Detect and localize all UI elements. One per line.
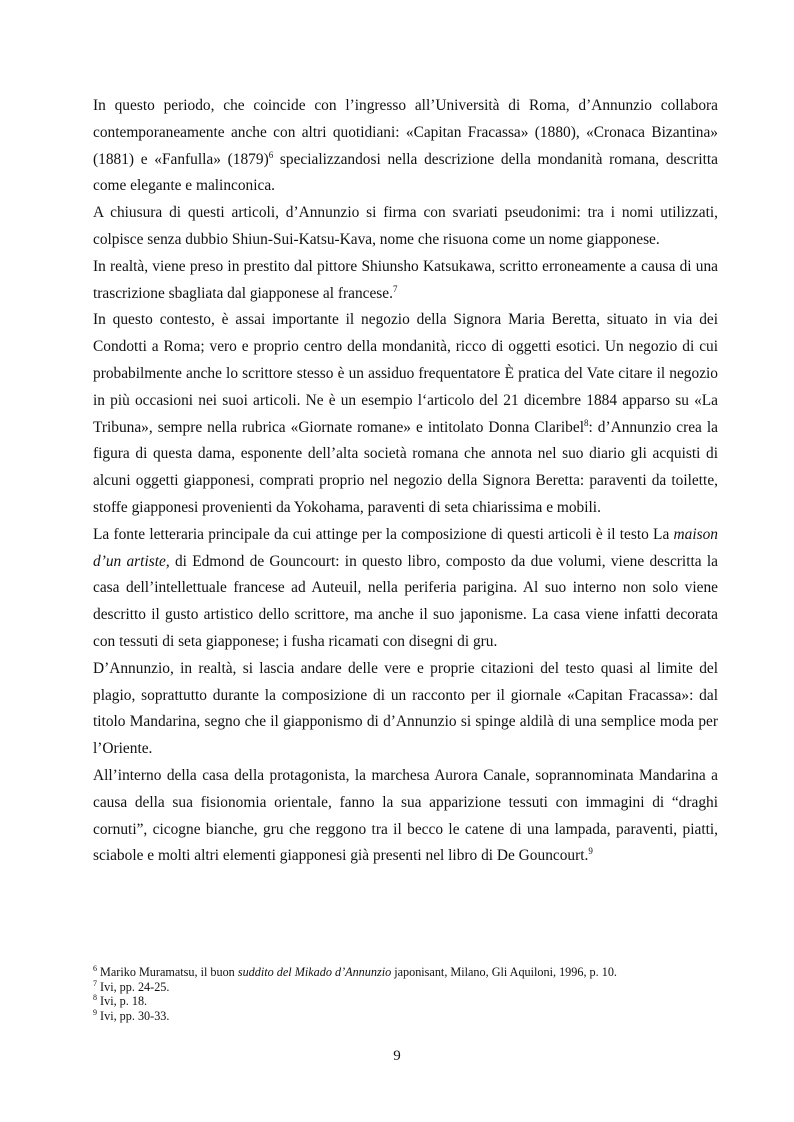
paragraph-7-text: All’interno della casa della protagonista, la marchesa Aurora Canale, soprannominata Mandarina a causa della sua fisionomia orientale, fanno la sua apparizione tessuti con immagini di “draghi cornuti”, cicogne bianche, gru che reggono tra il becco le catene di una lampada, paraventi, piatti, sciabole e molti altri elementi giapponesi già presenti nel libro di De Gouncourt. <box>93 766 718 865</box>
paragraph-5-text-before: La fonte letteraria principale da cui attinge per la composizione di questi articoli è il testo La <box>93 525 674 543</box>
paragraph-4 <box>93 307 718 521</box>
paragraph-4-text: In questo contesto, è assai importante il negozio della Signora Maria Beretta, situato in via dei Condotti a Roma; vero e proprio centro della mondanità, ricco di oggetti esotici. Un negozio di cui probabilmente anche lo scrittore stesso è un assiduo frequentatore È pratica del Vate citare il negozio in più occasioni nei suoi articoli. Ne è un esempio l‘articolo del 21 dicembre 1884 apparso su «La Tribuna», sempre nella rubrica «Giornate romane» e intitolato Donna Claribel <box>93 311 718 436</box>
footnote-9-mark: 9 <box>93 1007 97 1017</box>
paragraph-7 <box>93 763 718 870</box>
page-number: 9 <box>393 1048 401 1064</box>
footnote-7-text: Ivi, pp. 24-25. <box>97 979 170 994</box>
paragraph-1-text-after: specializzandosi nella descrizione della mondanità romana, descritta come elegante e malinconica. <box>93 150 718 195</box>
footnote-8-text: Ivi, p. 18. <box>97 994 148 1009</box>
footnote-reference-8[interactable]: 8 <box>583 417 589 428</box>
footnote-6-text-after: japonisant, Milano, Gli Aquiloni, 1996, p. 10. <box>391 965 617 979</box>
footnote-8-mark: 8 <box>93 993 97 1003</box>
footnote-9-text: Ivi, pp. 30-33. <box>97 1008 170 1023</box>
paragraph-1-text: In questo periodo, che coincide con l’ingresso all’Università di Roma, d’Annunzio collabora contemporaneamente anche con altri quotidiani: «Capitan Fracassa» (1880), «Cronaca Bizantina» (1881) e «Fanfulla» (1879) <box>93 97 718 168</box>
book-title-italic: maison d’un artiste <box>93 525 718 570</box>
paragraph-3 <box>93 254 718 308</box>
footnote-reference-9[interactable]: 9 <box>588 846 593 857</box>
footnote-reference-7[interactable]: 7 <box>392 283 398 294</box>
paragraph-5 <box>93 522 718 656</box>
paragraph-2-text: A chiusura di questi articoli, d’Annunzio si firma con svariati pseudonimi: tra i nomi utilizzati, colpisce senza dubbio Shiun-Sui-Katsu-Kava, nome che risuona come un nome giapponese. <box>93 204 718 248</box>
paragraph-4-text-after: : d’Annunzio crea la figura di questa dama, esponente dell’alta società romana che annota nel suo diario gli acquisti di alcuni oggetti giapponesi, comprati proprio nel negozio della Signora Beretta: paraventi da toilette, stoffe giapponesi provenienti da Yokohama, paraventi di seta chiarissima e mobili. <box>93 418 718 516</box>
footnote-6-italic: suddito del Mikado d’Annunzio <box>237 965 392 979</box>
footnote-7-mark: 7 <box>93 978 97 988</box>
footnote-8 <box>93 994 718 1009</box>
footnote-reference-6[interactable]: 6 <box>268 149 274 160</box>
footnote-7 <box>93 980 718 995</box>
paragraph-6-text: D’Annunzio, in realtà, si lascia andare delle vere e proprie citazioni del testo quasi al limite del plagio, soprattutto durante la composizione di un racconto per il giornale «Capitan Fracassa»: dal titolo Mandarina, segno che il giapponismo di d’Annunzio si spinge aldilà di una semplice moda per l’Oriente. <box>93 659 718 758</box>
footnotes <box>93 965 718 1023</box>
paragraph-2 <box>93 200 718 254</box>
footnote-9 <box>93 1009 718 1024</box>
page-body <box>93 93 718 870</box>
footnote-6-text-before: Mariko Muramatsu, il buon <box>97 965 238 979</box>
paragraph-3-text: In realtà, viene preso in prestito dal pittore Shiunsho Katsukawa, scritto erroneamente a causa di una trascrizione sbagliata dal giapponese al francese. <box>93 257 718 302</box>
footnote-6 <box>93 965 718 980</box>
paragraph-5-text-after: , di Edmond de Gouncourt: in questo libro, composto da due volumi, viene descritta la casa dell’intellettuale francese ad Auteuil, nella periferia parigina. Al suo interno non solo viene descritto il gusto artistico dello scrittore, ma anche il suo japonisme. La casa viene infatti decorata con tessuti di seta giapponese; i fusha ricamati con disegni di gru. <box>93 552 718 650</box>
paragraph-1 <box>93 93 718 200</box>
footnote-6-mark: 6 <box>93 963 97 973</box>
paragraph-6 <box>93 656 718 763</box>
